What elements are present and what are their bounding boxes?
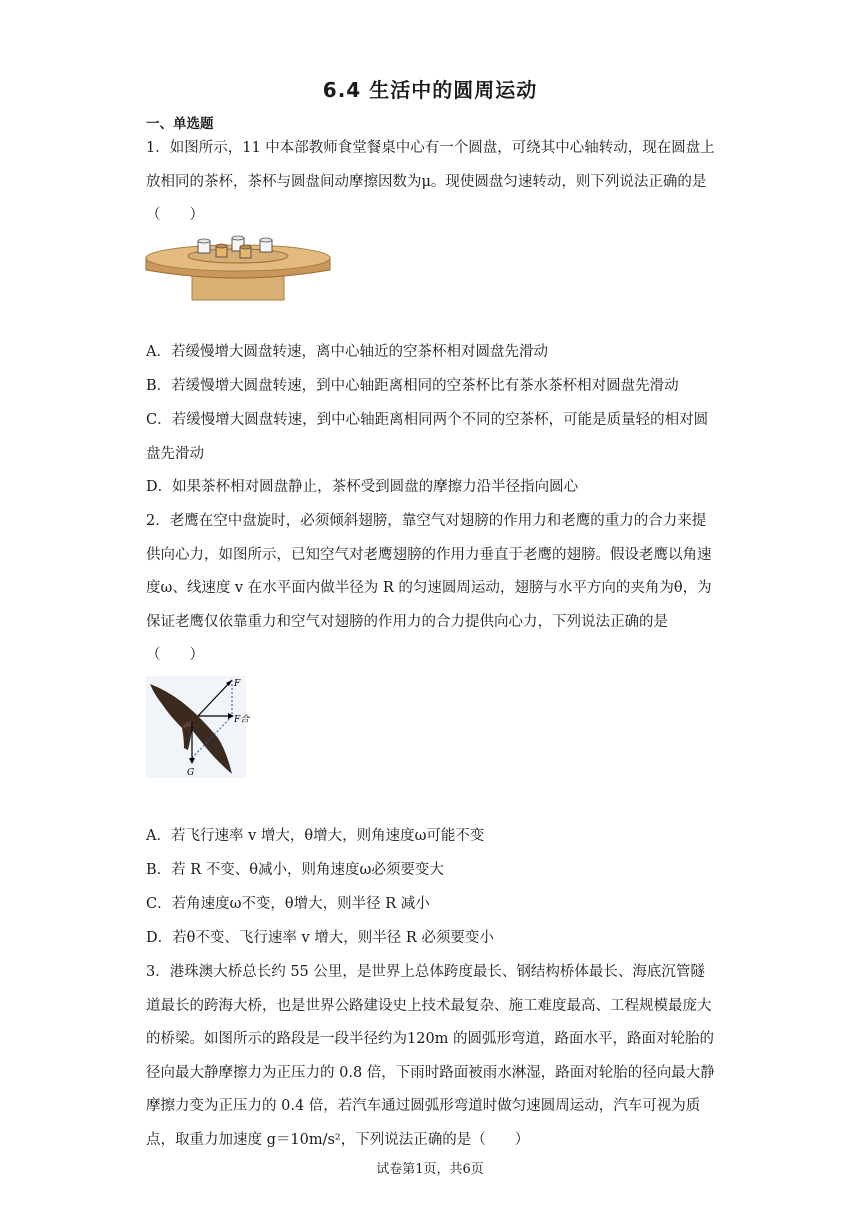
tea-cup bbox=[240, 245, 251, 258]
rotating-table-figure bbox=[144, 232, 332, 302]
label-f: F bbox=[234, 679, 241, 689]
page-footer: 试卷第1页，共6页 bbox=[376, 1162, 484, 1177]
question-2-option-b: B．若 R 不变、θ减小，则角速度ω必须要变大 bbox=[146, 862, 444, 878]
question-2-option-d: D．若θ不变、飞行速率 v 增大，则半径 R 必须要变小 bbox=[146, 930, 494, 946]
section-heading: 一、单选题 bbox=[146, 116, 214, 132]
question-1-option-c: C．若缓慢增大圆盘转速，到中心轴距离相同两个不同的空茶杯，可能是质量轻的相对圆盘先滑动 bbox=[146, 412, 709, 462]
tea-cup bbox=[260, 238, 272, 252]
question-1-option-b: B．若缓慢增大圆盘转速，到中心轴距离相同的空茶杯比有茶水茶杯相对圆盘先滑动 bbox=[146, 378, 679, 394]
question-1-option-a: A．若缓慢增大圆盘转速，离中心轴近的空茶杯相对圆盘先滑动 bbox=[146, 344, 548, 360]
question-2-option-a: A．若飞行速率 v 增大，θ增大，则角速度ω可能不变 bbox=[146, 828, 485, 844]
question-2-option-c: C．若角速度ω不变，θ增大，则半径 R 减小 bbox=[146, 896, 430, 912]
label-f-net: F合 bbox=[234, 715, 250, 725]
question-1-option-d: D．如果茶杯相对圆盘静止，茶杯受到圆盘的摩擦力沿半径指向圆心 bbox=[146, 479, 579, 495]
label-g: G bbox=[187, 768, 195, 778]
question-3-stem: 3．港珠澳大桥总长约 55 公里，是世界上总体跨度最长、钢结构桥体最长、海底沉管隧道最长的跨海大桥，也是世界公路建设史上技术最复杂、施工难度最高、工程规模最庞大的桥梁。如图所示的路段是一段半径约为120m 的圆弧形弯道，路面水平，路面对轮胎的径向最大静摩擦力为正压力的 0.8 倍，下雨时路面被雨水淋湿，路面对轮胎的径向最大静摩擦力变为正压力的 0.4 倍，若汽车通过圆弧形弯道时做匀速圆周运动，汽车可视为质点，取重力加速度 g＝10m/s²，下列说法正确的是（ ） bbox=[146, 964, 715, 1148]
tea-cup bbox=[198, 239, 210, 253]
question-1-stem: 1．如图所示，11 中本部教师食堂餐桌中心有一个圆盘，可绕其中心轴转动，现在圆盘上放相同的茶杯，茶杯与圆盘间动摩擦因数为μ。现使圆盘匀速转动，则下列说法正确的是（ ） bbox=[146, 140, 715, 223]
question-2-stem: 2．老鹰在空中盘旋时，必须倾斜翅膀，靠空气对翅膀的作用力和老鹰的重力的合力来提供向心力，如图所示，已知空气对老鹰翅膀的作用力垂直于老鹰的翅膀。假设老鹰以角速度ω、线速度 v 在水平面内做半径为 R 的匀速圆周运动，翅膀与水平方向的夹角为θ，为保证老鹰仅依靠重力和空气对翅膀的作用力的合力提供向心力，下列说法正确的是（ ） bbox=[146, 513, 712, 663]
page-title: 6.4 生活中的圆周运动 bbox=[322, 78, 538, 102]
tea-cup bbox=[216, 244, 227, 257]
eagle-force-figure bbox=[146, 676, 250, 778]
